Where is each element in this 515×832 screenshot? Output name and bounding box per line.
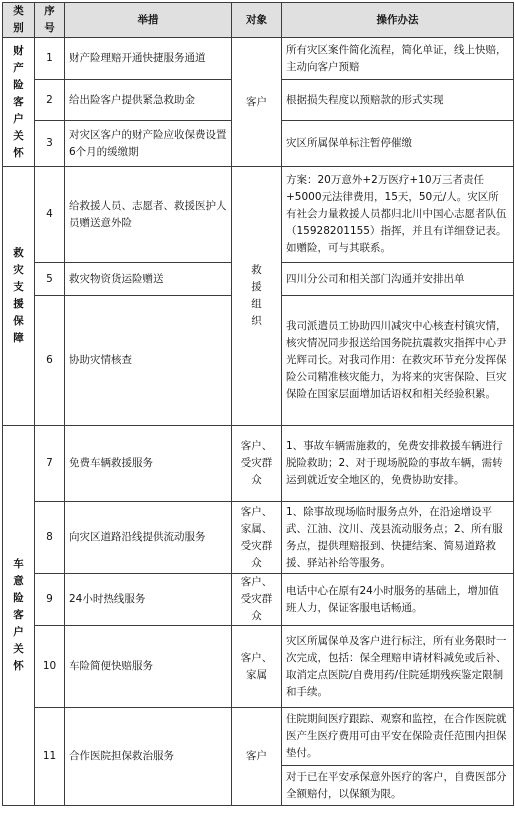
table-row [3,626,514,708]
row-seq: 10 [35,626,65,708]
row-seq: 9 [35,574,65,626]
table-row [3,708,514,766]
row-method: 1、除事故现场临时服务点外，在沿途增设平武、江油、汶川、茂县流动服务点；2、所有服务点，提供理赔报到、快捷结案、简易道路救援、驿站补给等服务。 [282,502,514,574]
row-method: 灾区所属保单及客户进行标注，所有业务限时一次完成，包括：保全理赔申请材料减免或后补、取消定点医院/自费用药/住院延期残疾鉴定限制和手续。 [282,626,514,708]
row-target: 客户 [232,38,282,167]
row-seq: 4 [35,167,65,263]
row-target: 客户、受灾群众 [232,426,282,502]
row-measure: 财产险理赔开通快捷服务通道 [65,38,232,80]
row-target: 客户、受灾群众 [232,574,282,626]
table-row [3,502,514,574]
category-auto: 车意险客户关怀 [3,426,35,806]
row-method: 灾区所属保单标注暂停催缴 [282,121,514,167]
category-rescue: 救灾支援保障 [3,167,35,426]
row-seq: 8 [35,502,65,574]
row-method-extra: 对于已在平安承保意外医疗的客户，自费医部分全额赔付，以保额为限。 [282,766,514,806]
row-measure: 免费车辆救援服务 [65,426,232,502]
row-seq: 2 [35,80,65,121]
row-measure: 24小时热线服务 [65,574,232,626]
header-category: 类别 [3,3,35,38]
row-method: 根据损失程度以预赔款的形式实现 [282,80,514,121]
table-row [3,167,514,263]
table-row [3,574,514,626]
row-seq: 7 [35,426,65,502]
row-seq: 1 [35,38,65,80]
header-measure: 举措 [65,3,232,38]
row-method: 方案：20万意外+2万医疗+10万三者责任+5000元法律费用，15天，50元/人。灾区所有社会力量救援人员都归北川中国心志愿者队伍（15928201155）指挥，并且有详细登记表。如赠险，可与其联系。 [282,167,514,263]
row-measure: 合作医院担保救治服务 [65,708,232,806]
row-target: 客户、家属 [232,626,282,708]
row-measure: 车险简便快赔服务 [65,626,232,708]
row-measure: 向灾区道路沿线提供流动服务 [65,502,232,574]
row-method: 住院期间医疗跟踪、观察和监控，在合作医院就医产生医疗费用可由平安在保险责任范围内担保垫付。 [282,708,514,766]
table-row [3,426,514,502]
row-seq: 11 [35,708,65,806]
measures-table [2,2,514,806]
row-seq: 6 [35,296,65,426]
row-method: 我司派遣员工协助四川减灾中心核查村镇灾情，核灾情况同步报送给国务院抗震救灾指挥中心尹光辉司长。对我司作用：在救灾环节充分发挥保险公司精准核灾能力，为将来的灾害保险、巨灾保险在国家层面增加话语权和相关经验积累。 [282,296,514,426]
row-method: 1、事故车辆需施救的，免费安排救援车辆进行脱险救助；2、对于现场脱险的事故车辆，需转运到就近安全地区的，免费协助安排。 [282,426,514,502]
row-method: 四川分公司和相关部门沟通并安排出单 [282,263,514,296]
header-target: 对象 [232,3,282,38]
row-seq: 5 [35,263,65,296]
row-target: 救援组织 [232,167,282,426]
header-seq: 序号 [35,3,65,38]
row-measure: 给出险客户提供紧急救助金 [65,80,232,121]
table-row [3,38,514,80]
row-measure: 协助灾情核查 [65,296,232,426]
header-method: 操作办法 [282,3,514,38]
row-measure: 给救援人员、志愿者、救援医护人员赠送意外险 [65,167,232,263]
row-target: 客户、家属、受灾群众 [232,502,282,574]
row-seq: 3 [35,121,65,167]
row-method: 电话中心在原有24小时服务的基础上，增加值班人力，保证客服电话畅通。 [282,574,514,626]
row-target: 客户 [232,708,282,806]
category-property: 财产险客户关怀 [3,38,35,167]
header-row [3,3,514,38]
row-measure: 救灾物资货运险赠送 [65,263,232,296]
row-method: 所有灾区案件简化流程，简化单证，线上快赔，主动向客户预赔 [282,38,514,80]
row-measure: 对灾区客户的财产险应收保费设置6个月的缓缴期 [65,121,232,167]
